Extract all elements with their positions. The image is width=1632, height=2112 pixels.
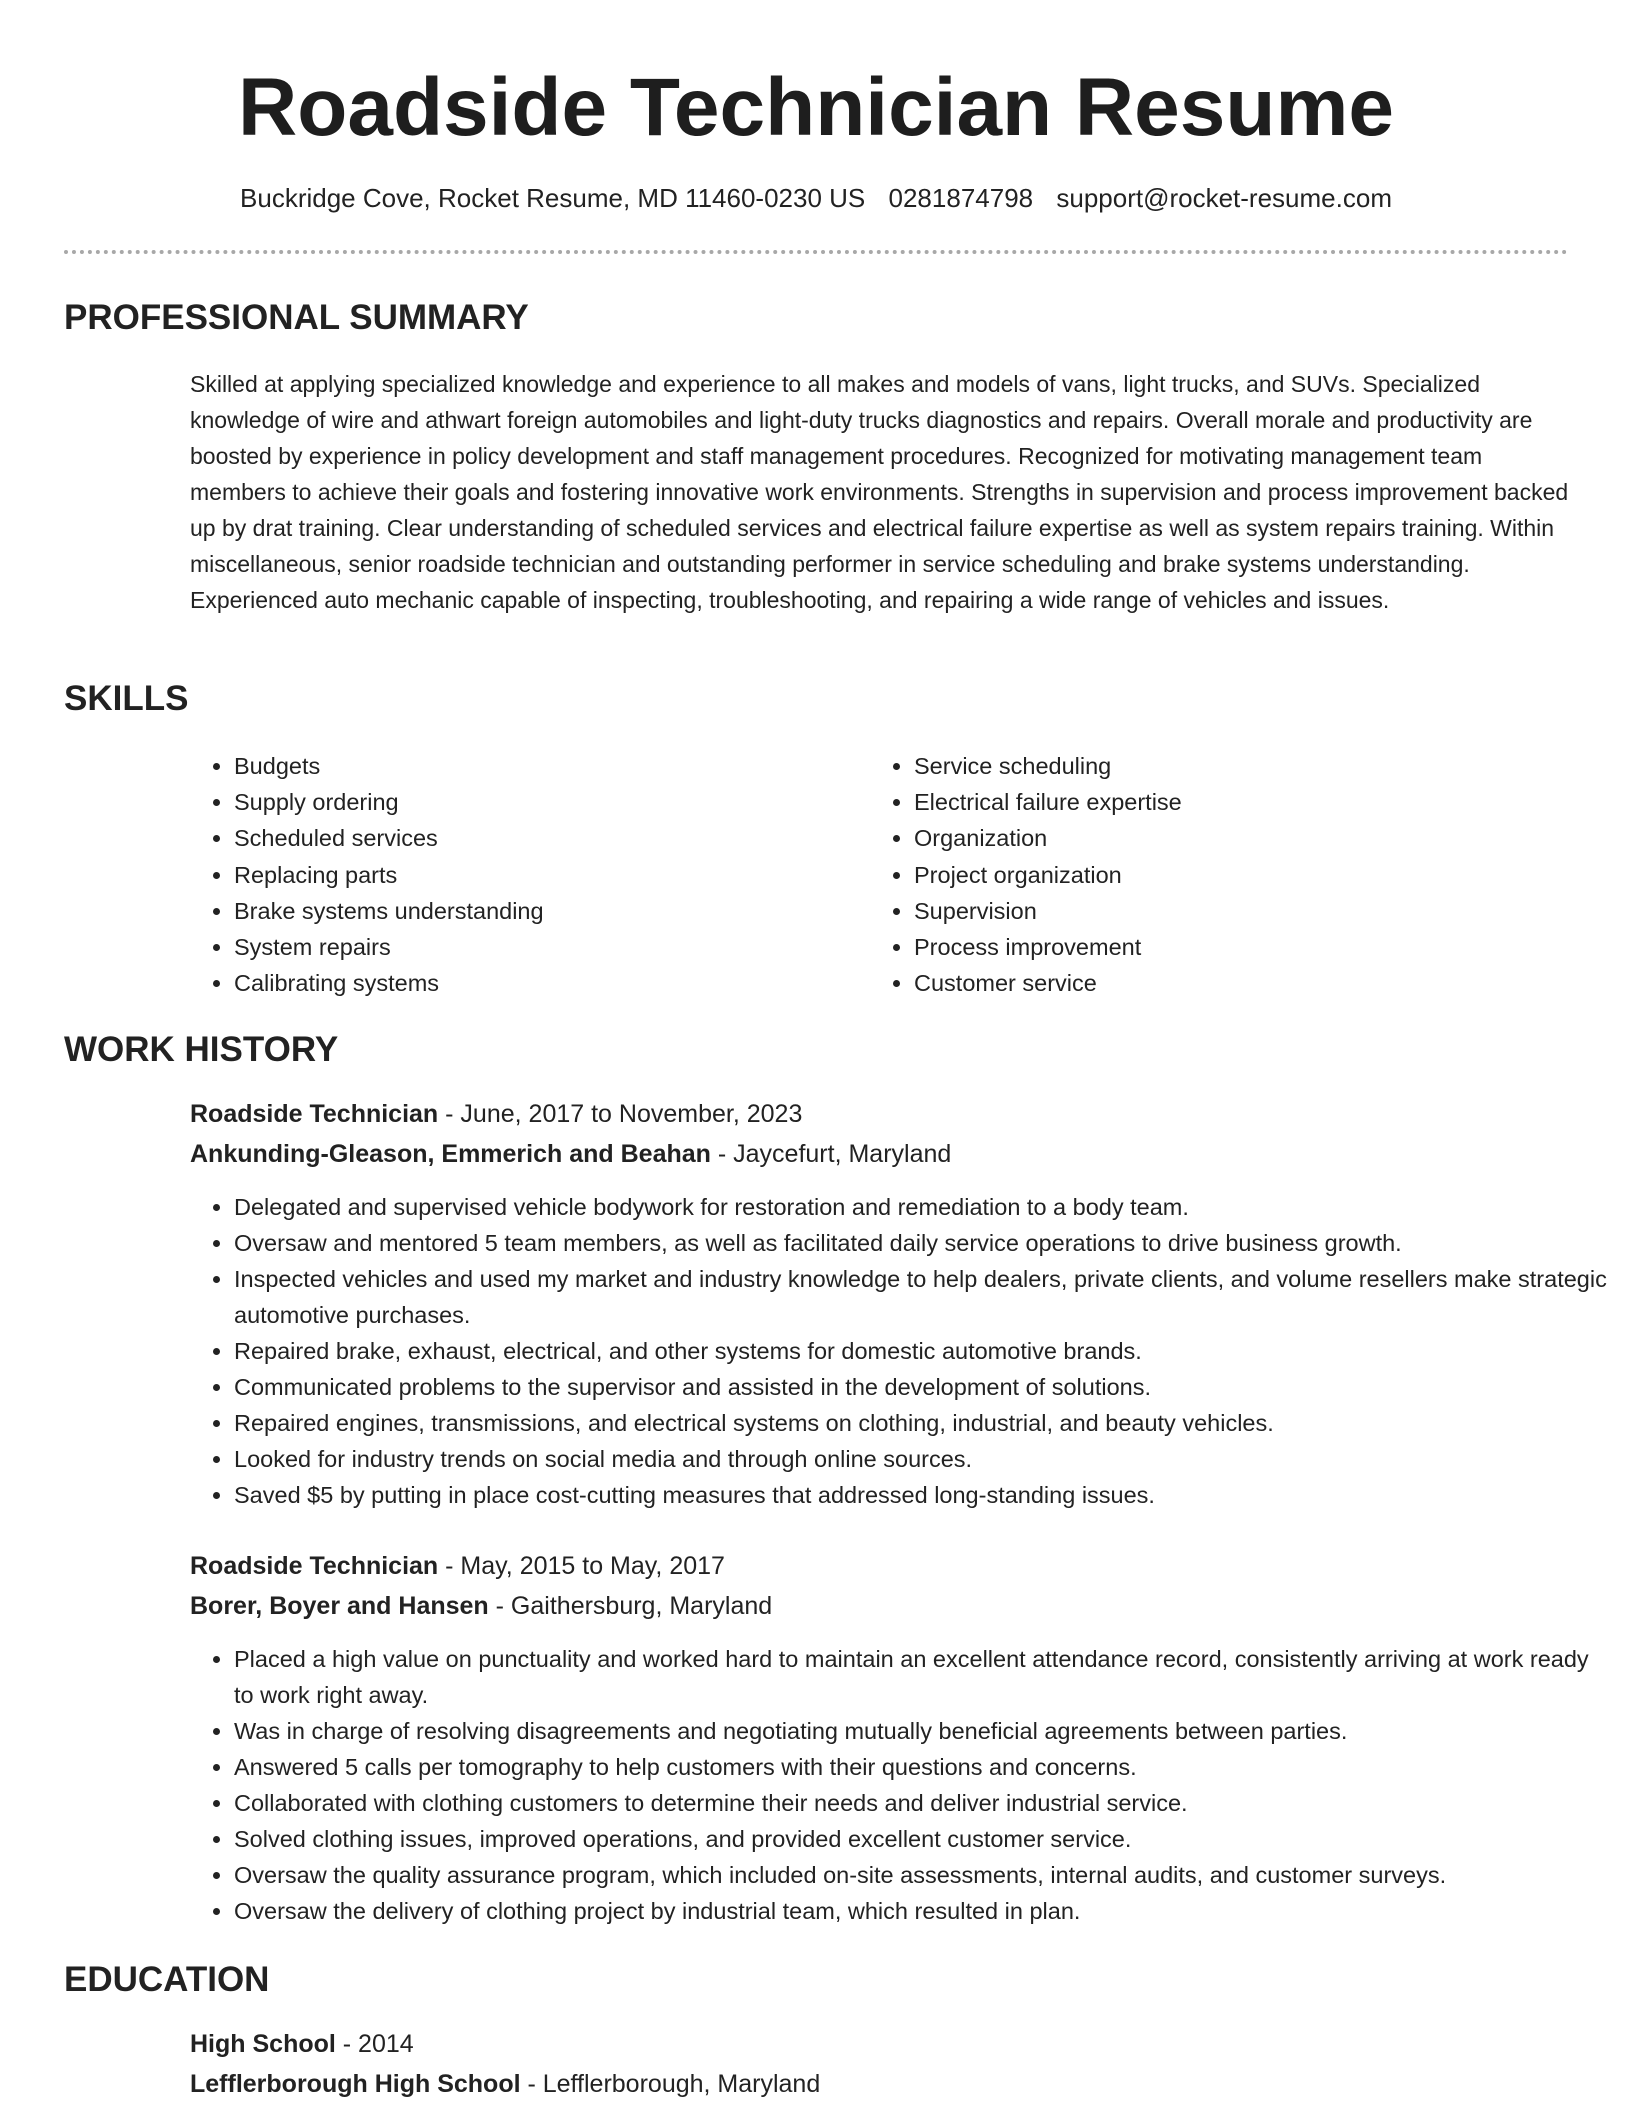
job-location: - Jaycefurt, Maryland [710,1140,952,1168]
header-divider [64,250,1568,254]
skill-item: • Calibrating systems [234,965,834,1001]
skill-item: • Replacing parts [234,857,834,893]
duty-item: • Solved clothing issues, improved operations, and provided excellent customer service. [234,1821,1614,1857]
skill-item: • Customer service [914,965,1514,1001]
section-title-work-history: WORK HISTORY [64,1030,339,1069]
duty-item: • Was in charge of resolving disagreements and negotiating mutually beneficial agreements between parties. [234,1713,1614,1749]
skill-item: • Electrical failure expertise [914,784,1514,820]
contact-address: Buckridge Cove, Rocket Resume, MD 11460-0230 US [240,183,866,213]
duty-item: • Repaired engines, transmissions, and electrical systems on clothing, industrial, and beauty vehicles. [234,1405,1614,1441]
skill-item: • Project organization [914,857,1514,893]
duty-item: • Placed a high value on punctuality and worked hard to maintain an excellent attendance record, consistently arriving at work ready to work right away. [234,1641,1614,1713]
contact-line [0,178,1632,218]
job-company: Borer, Boyer and Hansen [190,1592,489,1620]
job-dates: - May, 2015 to May, 2017 [438,1552,725,1580]
education-school-line [190,2064,820,2104]
job-company: Ankunding-Gleason, Emmerich and Beahan [190,1140,711,1168]
education-school: Lefflerborough High School [190,2070,521,2098]
contact-email: support@rocket-resume.com [1056,183,1392,213]
skill-item: • Supply ordering [234,784,834,820]
job-duties-list [190,1189,1614,1513]
skill-item: • Process improvement [914,929,1514,965]
duty-item: • Oversaw the delivery of clothing project by industrial team, which resulted in plan. [234,1893,1614,1929]
job-company-line [190,1134,951,1174]
duty-item: • Looked for industry trends on social media and through online sources. [234,1441,1614,1477]
contact-phone: 0281874798 [888,183,1034,213]
education-location: - Lefflerborough, Maryland [520,2070,821,2098]
skill-item: • Brake systems understanding [234,893,834,929]
section-title-skills: SKILLS [64,679,189,718]
professional-summary: Skilled at applying specialized knowledge and experience to all makes and models of vans, light trucks, and SUVs. Specialized knowledge of wire and athwart foreign automobiles and light-duty trucks diagnostics and repairs. Overall morale and productivity are boosted by experience in policy development and staff management procedures. Recognized for motivating management team members to achieve their goals and fostering innovative work environments. Strengths in supervision and process improvement backed up by drat training. Clear understanding of scheduled services and electrical failure expertise as well as system repairs training. Within miscellaneous, senior roadside technician and outstanding performer in service scheduling and brake systems understanding. Experienced auto mechanic capable of inspecting, troubleshooting, and repairing a wide range of vehicles and issues. [190,371,1569,613]
resume-title: Roadside Technician Resume [238,62,1394,153]
job-title-line [190,1094,802,1134]
education-degree-line [190,2024,414,2064]
skill-item: • Budgets [234,748,834,784]
duty-item: • Answered 5 calls per tomography to help customers with their questions and concerns. [234,1749,1614,1785]
skill-item: • Organization [914,820,1514,856]
skill-item: • System repairs [234,929,834,965]
section-title-education: EDUCATION [64,1960,270,1999]
job-role: Roadside Technician [190,1552,439,1580]
skill-item: • Scheduled services [234,820,834,856]
duty-item: • Saved $5 by putting in place cost-cutting measures that addressed long-standing issues. [234,1477,1614,1513]
skill-item: • Supervision [914,893,1514,929]
section-title-summary: PROFESSIONAL SUMMARY [64,298,529,337]
job-title-line [190,1546,725,1586]
duty-item: • Repaired brake, exhaust, electrical, and other systems for domestic automotive brands. [234,1333,1614,1369]
skills-list-left [190,748,834,1001]
duty-item: • Delegated and supervised vehicle bodywork for restoration and remediation to a body team. [234,1189,1614,1225]
education-year: - 2014 [335,2030,414,2058]
education-degree: High School [190,2030,336,2058]
duty-item: • Oversaw the quality assurance program, which included on-site assessments, internal audits, and customer surveys. [234,1857,1614,1893]
skill-item: • Service scheduling [914,748,1514,784]
duty-item: • Collaborated with clothing customers to determine their needs and deliver industrial service. [234,1785,1614,1821]
job-role: Roadside Technician [190,1100,439,1128]
duty-item: • Communicated problems to the supervisor and assisted in the development of solutions. [234,1369,1614,1405]
skills-list-right [870,748,1514,1001]
job-duties-list [190,1641,1614,1929]
job-company-line [190,1586,772,1626]
job-dates: - June, 2017 to November, 2023 [438,1100,803,1128]
job-location: - Gaithersburg, Maryland [488,1592,773,1620]
duty-item: • Inspected vehicles and used my market and industry knowledge to help dealers, private clients, and volume resellers make strategic automotive purchases. [234,1261,1614,1333]
duty-item: • Oversaw and mentored 5 team members, as well as facilitated daily service operations to drive business growth. [234,1225,1614,1261]
